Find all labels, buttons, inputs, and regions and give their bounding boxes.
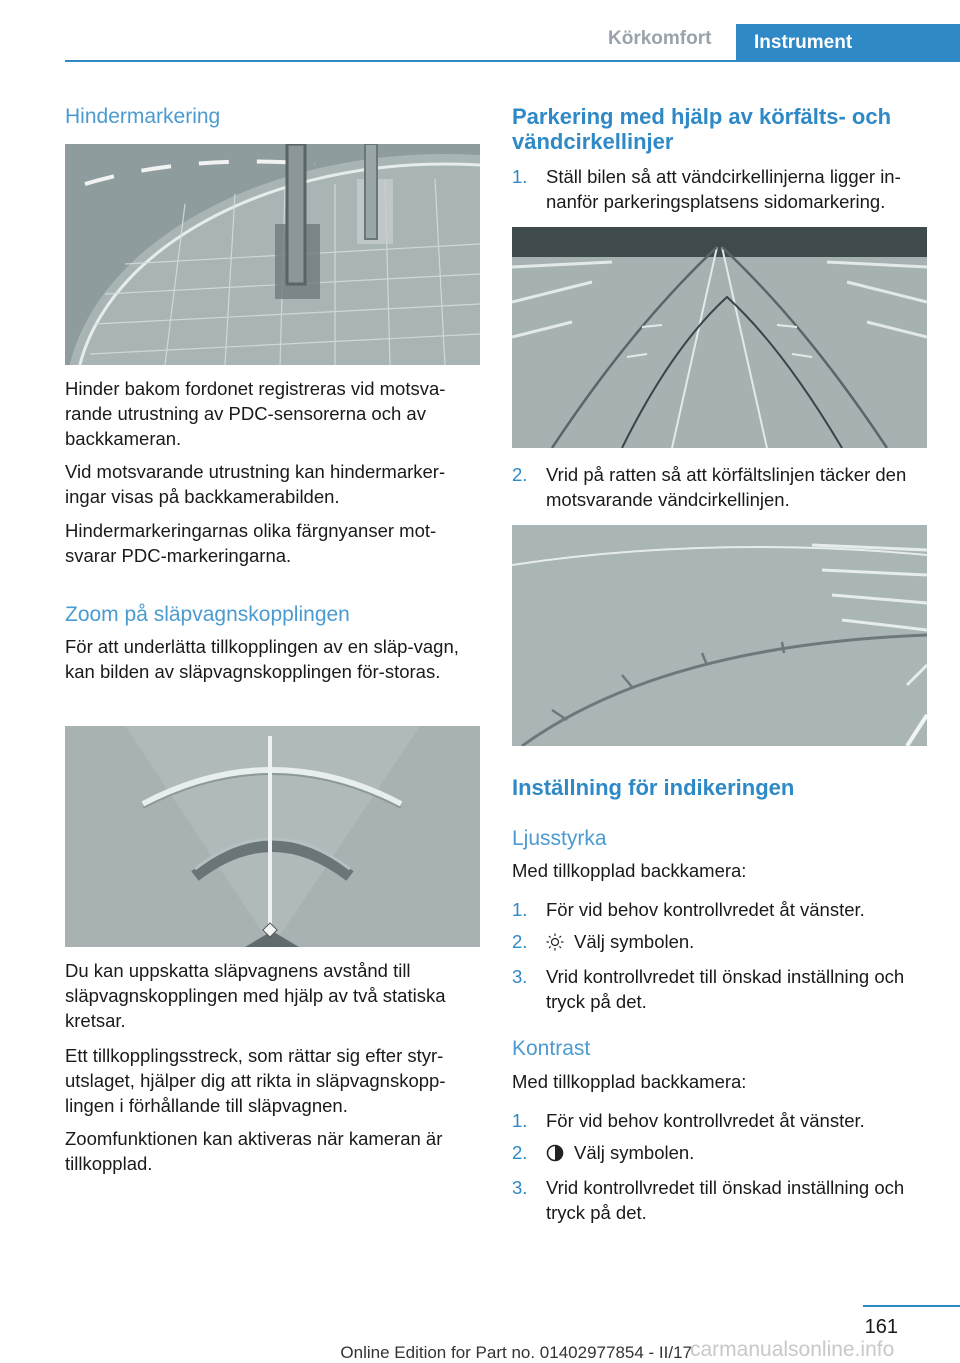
figure-turning-circle-lines bbox=[512, 227, 927, 448]
heading-contrast: Kontrast bbox=[512, 1037, 591, 1060]
paragraph-zoom-1: För att underlätta tillkopplingen av en släp-vagn, kan bilden av släpvagnskopplingen för-storas. bbox=[65, 636, 459, 682]
list-item: 3. Vrid kontrollvredet till önskad inställning och tryck på det. bbox=[512, 1177, 905, 1223]
paragraph-obstacle-3: Hindermarkeringarnas olika färgnyanser mot-svarar PDC-markeringarna. bbox=[65, 520, 437, 566]
parking-steps-list-2 bbox=[512, 462, 927, 519]
footer-rule bbox=[863, 1305, 960, 1307]
header-section-tab: Körkomfort bbox=[608, 28, 712, 49]
list-item: 1. Ställ bilen så att vändcirkellinjerna ligger in-nanför parkeringsplatsens sidomarkering. bbox=[512, 166, 901, 212]
list-item: 1. För vid behov kontrollvredet åt vänster. bbox=[512, 899, 865, 920]
heading-brightness: Ljusstyrka bbox=[512, 827, 607, 850]
paragraph-contrast: Med tillkopplad backkamera: bbox=[512, 1071, 747, 1092]
figure-obstacle-marking bbox=[65, 144, 480, 365]
list-item: 2. Välj symbolen. bbox=[512, 929, 927, 957]
turning-circle-illustration bbox=[512, 227, 927, 448]
heading-parking-lines: Parkering med hjälp av körfälts- och vändcirkellinjer bbox=[512, 104, 892, 154]
paragraph-zoom-2: Du kan uppskatta släpvagnens avstånd till släpvagnskopplingen med hjälp av två statiska kretsar. bbox=[65, 960, 446, 1031]
obstacle-marking-illustration bbox=[65, 144, 480, 365]
header-rule bbox=[65, 60, 960, 62]
trailer-hitch-illustration bbox=[65, 726, 480, 947]
list-item: 2. Välj symbolen. bbox=[512, 1140, 927, 1168]
heading-display-settings: Inställning för indikeringen bbox=[512, 775, 795, 800]
list-item: 2. Vrid på ratten så att körfältslinjen täcker den motsvarande vändcirkellinjen. bbox=[512, 464, 907, 510]
paragraph-obstacle-1: Hinder bakom fordonet registreras vid motsva-rande utrustning av PDC-sensorerna och av backkameran. bbox=[65, 378, 446, 449]
paragraph-zoom-4: Zoomfunktionen kan aktiveras när kameran är tillkopplad. bbox=[65, 1128, 443, 1174]
heading-obstacle-marking: Hindermarkering bbox=[65, 105, 221, 128]
figure-lane-line-alignment bbox=[512, 525, 927, 746]
page-number: 161 bbox=[864, 1316, 898, 1338]
parking-steps-list-1 bbox=[512, 164, 927, 221]
header-chapter-tab: Instrument bbox=[736, 24, 960, 62]
paragraph-obstacle-2: Vid motsvarande utrustning kan hindermarker-ingar visas på backkamerabilden. bbox=[65, 461, 446, 507]
brightness-steps-list bbox=[512, 897, 927, 1021]
figure-trailer-hitch-zoom bbox=[65, 726, 480, 947]
watermark: carmanualsonline.info bbox=[690, 1338, 895, 1361]
contrast-icon bbox=[546, 1143, 564, 1168]
paragraph-brightness: Med tillkopplad backkamera: bbox=[512, 860, 747, 881]
paragraph-zoom-3: Ett tillkopplingsstreck, som rättar sig efter styr-utslaget, hjälper dig att rikta in släpvagnskopp-lingen i förhållande till släpvagnen. bbox=[65, 1045, 446, 1116]
brightness-icon bbox=[546, 932, 564, 957]
edition-line: Online Edition for Part no. 01402977854 - II/17 bbox=[340, 1343, 692, 1362]
list-item: 3. Vrid kontrollvredet till önskad inställning och tryck på det. bbox=[512, 966, 905, 1012]
lane-line-illustration bbox=[512, 525, 927, 746]
contrast-steps-list bbox=[512, 1108, 927, 1232]
list-item: 1. För vid behov kontrollvredet åt vänster. bbox=[512, 1110, 865, 1131]
heading-zoom-trailer-hitch: Zoom på släpvagnskopplingen bbox=[65, 603, 350, 626]
